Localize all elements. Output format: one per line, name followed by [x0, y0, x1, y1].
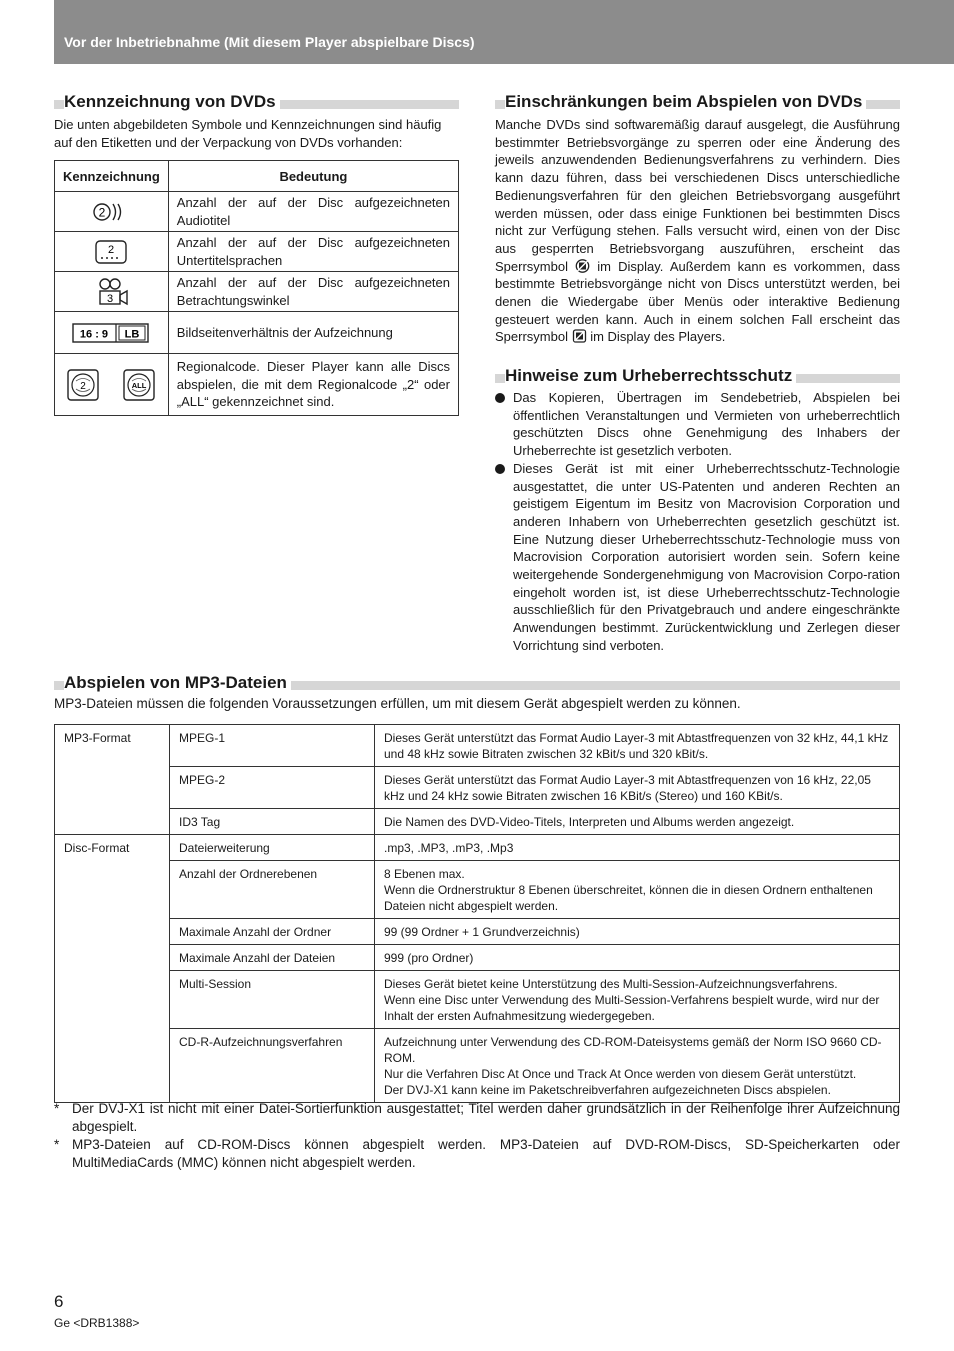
document-code: Ge <DRB1388> — [54, 1316, 140, 1330]
lock-icon — [575, 259, 590, 273]
svg-text:2: 2 — [108, 243, 115, 256]
table-cell: 8 Ebenen max. Wenn die Ordnerstruktur 8 Ebenen überschreitet, können die in diesen Ordnern enthaltenen Dateien nicht abgespielt werden. — [375, 861, 900, 919]
svg-text:LB: LB — [125, 328, 140, 340]
table-cell: Dieses Gerät unterstützt das Format Audio Layer-3 mit Abtastfrequenzen von 32 kHz, 44,1 kHz und 48 kHz sowie Bitraten zwischen 32 kBit/s und 320 kBit/s. — [375, 725, 900, 767]
audio-tracks-icon — [55, 192, 169, 232]
region-code-icon — [55, 354, 169, 416]
mark-description: Anzahl der auf der Disc aufgezeichneten Untertitelsprachen — [168, 232, 458, 272]
mp3-intro: MP3-Dateien müssen die folgenden Voraussetzungen erfüllen, um mit diesem Gerät abgespielt werden zu können. — [54, 696, 741, 711]
page-number: 6 — [54, 1292, 64, 1311]
heading-text: Abspielen von MP3-Dateien — [64, 673, 291, 693]
footnotes — [54, 1100, 900, 1172]
banner-title: Vor der Inbetriebnahme (Mit diesem Player abspielbare Discs) — [64, 34, 475, 50]
mark-description: Regionalcode. Dieser Player kann alle Discs abspielen, die mit dem Regionalcode „2“ oder „ALL“ gekennzeichnet sind. — [168, 354, 458, 416]
col-header: Kennzeichnung — [55, 161, 169, 192]
footnote: * Der DVJ-X1 ist nicht mit einer Datei-Sortierfunktion ausgestattet; Titel werden daher grundsätzlich in der Reihenfolge ihrer Aufzeichnung abgespielt. — [54, 1101, 900, 1134]
kennzeichnung-intro: Die unten abgebildeten Symbole und Kennzeichnungen sind häufig auf den Etiketten und der Verpackung von DVDs vorhanden: — [54, 117, 442, 150]
table-cell: ID3 Tag — [170, 809, 375, 835]
copyright-bullets — [495, 389, 900, 655]
heading-text: Einschränkungen beim Abspielen von DVDs — [505, 92, 866, 112]
svg-text:2: 2 — [80, 380, 87, 392]
subtitle-icon — [55, 232, 169, 272]
heading-urheberrecht — [495, 366, 900, 385]
table-cell: 999 (pro Ordner) — [375, 945, 900, 971]
camera-angle-icon — [55, 272, 169, 312]
mark-description: Bildseitenverhältnis der Aufzeichnung — [168, 312, 458, 354]
heading-kennzeichnung — [54, 92, 459, 111]
list-item: Dieses Gerät ist mit einer Urheberrechtsschutz-Technologie ausgestattet, die unter US-Patenten und anderen Rechten an geistigem Eigentum im Besitz von Macrovision Corporation und anderen Inhabern von Urheberrechten gesetzlich geschützt ist. Eine Nutzung dieser Urheberrechtsschutz-Technologie muss von Macrovision Corporation autorisiert worden sein. Sofern keine weitergehende Sondergenehmigung von Macrovision Corpo-ration eingeholt worden ist, ist diese Urheberrechtsschutz-Technologie ausschließlich für den Privatgebrauch und andere eingeschränkte Anwendungen bestimmt. Zurückentwicklung und Zerlegen dieser Vorrichtung sind verboten. — [495, 460, 900, 655]
table-cell: Aufzeichnung unter Verwendung des CD-ROM-Dateisystems gemäß der Norm ISO 9660 CD-ROM. Nur die Verfahren Disc At Once und Track At Once werden von diesem Gerät unterstützt. Der DVJ-X1 kann keine im Paketschreibverfahren aufgezeichneten Discs abspielen. — [375, 1029, 900, 1103]
svg-text:16 : 9: 16 : 9 — [80, 328, 109, 340]
list-item: Das Kopieren, Übertragen im Sendebetrieb, Abspielen bei öffentlichen Veranstaltungen und Vermieten von urheberrechtlich geschützten Discs ohne Genehmigung des Inhabers der Urheberrechte ist gesetzlich verboten. — [495, 389, 900, 460]
table-cell: Dieses Gerät bietet keine Unterstützung des Multi-Session-Aufzeichnungsverfahrens. Wenn eine Disc unter Verwendung des Multi-Session-Verfahrens bespielt wurde, wird nur der Inhalt der ersten Aufnahmesitzung wiedergegeben. — [375, 971, 900, 1029]
svg-text:ALL: ALL — [132, 380, 147, 390]
table-cell: Dieses Gerät unterstützt das Format Audio Layer-3 mit Abtastfrequenzen von 16 kHz, 22,05 kHz und 24 kHz sowie Bitraten zwischen 16 KBit/s (Stereo) und 160 KBit/s. — [375, 767, 900, 809]
dvd-marks-table — [54, 160, 459, 416]
mark-description: Anzahl der auf der Disc aufgezeichneten Audiotitel — [168, 192, 458, 232]
heading-mp3 — [54, 673, 900, 692]
table-cell: Dateierweiterung — [170, 835, 375, 861]
table-cell: Die Namen des DVD-Video-Titels, Interpreten und Albums werden angezeigt. — [375, 809, 900, 835]
table-cell: Maximale Anzahl der Dateien — [170, 945, 375, 971]
heading-text: Kennzeichnung von DVDs — [64, 92, 280, 112]
aspect-ratio-icon — [55, 312, 169, 354]
mark-description: Anzahl der auf der Disc aufgezeichneten Betrachtungswinkel — [168, 272, 458, 312]
table-cell: .mp3, .MP3, .mP3, .Mp3 — [375, 835, 900, 861]
section-banner — [54, 0, 954, 64]
group-label: Disc-Format — [55, 835, 170, 861]
table-cell: Maximale Anzahl der Ordner — [170, 919, 375, 945]
col-header: Bedeutung — [168, 161, 458, 192]
group-label: MP3-Format — [55, 725, 170, 767]
heading-einschraenkungen — [495, 92, 900, 111]
mp3-table — [54, 724, 900, 1103]
heading-text: Hinweise zum Urheberrechtsschutz — [505, 366, 796, 386]
table-cell: Multi-Session — [170, 971, 375, 1029]
table-cell: 99 (99 Ordner + 1 Grundverzeichnis) — [375, 919, 900, 945]
table-cell: MPEG-1 — [170, 725, 375, 767]
svg-text:2: 2 — [99, 205, 106, 219]
lock-icon — [572, 329, 587, 343]
table-cell: Anzahl der Ordnerebenen — [170, 861, 375, 919]
svg-text:3: 3 — [107, 292, 114, 305]
table-cell: CD-R-Aufzeichnungsverfahren — [170, 1029, 375, 1103]
footnote: * MP3-Dateien auf CD-ROM-Discs können abgespielt werden. MP3-Dateien auf DVD-ROM-Discs, SD-Speicherkarten oder MultiMediaCards (MMC) können nicht abgespielt werden. — [54, 1137, 900, 1170]
table-cell: MPEG-2 — [170, 767, 375, 809]
einschraenkungen-text: Manche DVDs sind softwaremäßig darauf ausgelegt, die Ausführung bestimmter Betriebsvorgänge zu sperren oder eine Änderung des jeweils anzuwendenden Bedienungsverfahrens zu verhindern. Dies kann dazu führen, dass bei verschiedenen Discs unterschiedliche Bedienungsverfahren für den gleichen Betriebsvorgang ausgeführt werden müssen, oder dass einige Funktionen bei bestimmten Discs nicht zur Verfügung stehen. Falls versucht wird, einen von der Disc aus gesperrten Betriebsvorgang auszuführen, erscheint das Sperrsymbol im Display. Außerdem kann es vorkommen, dass bestimmte Betriebsvorgänge nicht von Discs unterstützt werden, bei denen die Wiedergabe über Menüs oder interaktive Bedienung gesteuert werden kann. Auch in einem solchen Fall erscheint das Sperrsymbol im Display des Players. — [495, 117, 900, 345]
